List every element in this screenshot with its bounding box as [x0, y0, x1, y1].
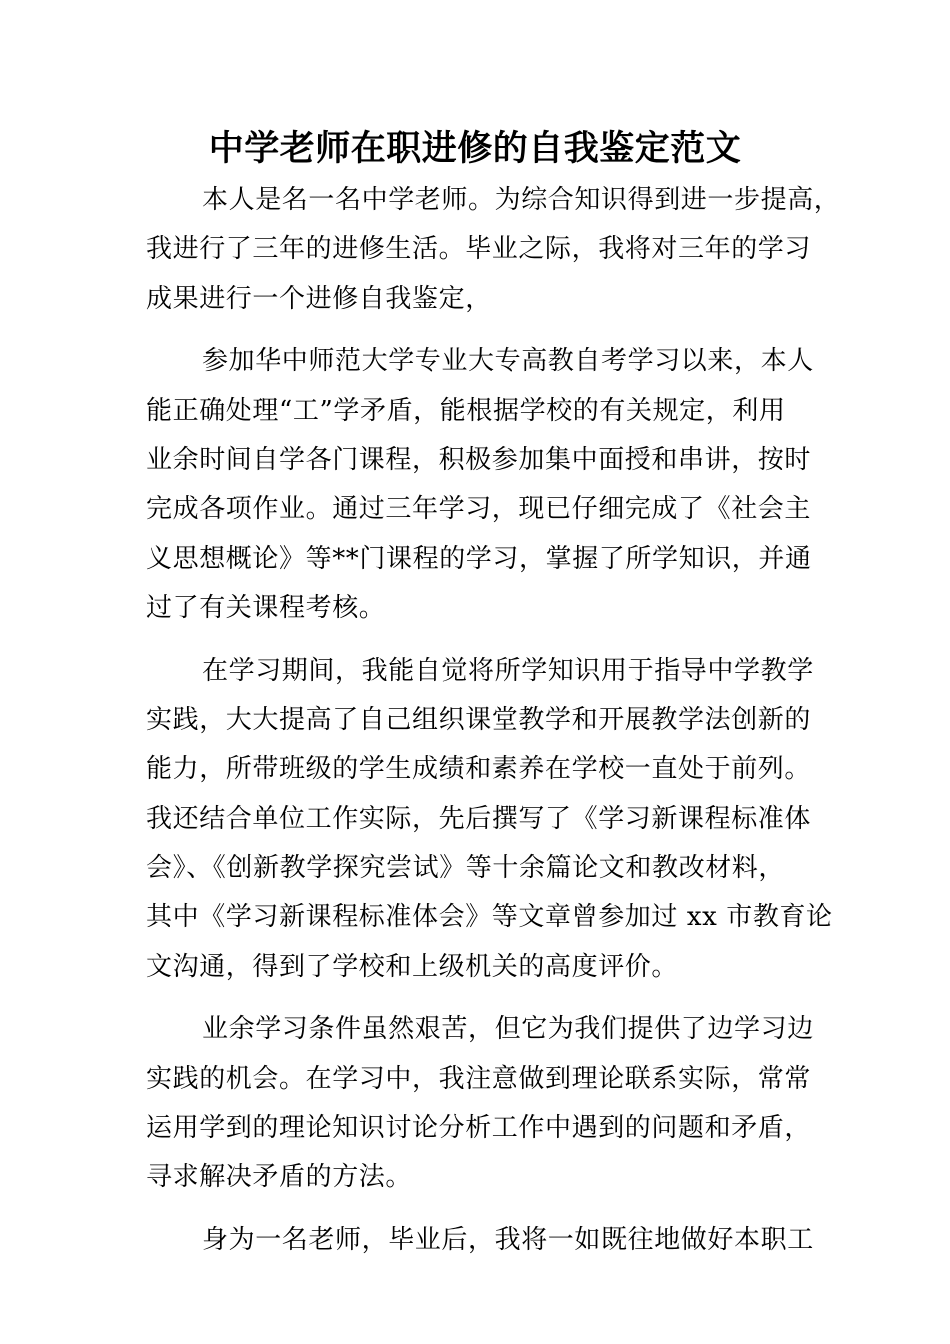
paragraph	[146, 1005, 826, 1203]
paragraph-line: 会》、《创新教学探究尝试》等十余篇论文和教改材料，	[146, 853, 786, 884]
paragraph	[146, 1216, 826, 1265]
paragraph-line: 身为一名老师，毕业后，我将一如既往地做好本职工	[202, 1224, 814, 1255]
paragraph	[146, 337, 826, 633]
paragraph-line: 义思想概论》等**门课程的学习，掌握了所学知识，并通	[146, 543, 812, 574]
paragraph-line: 实践，大大提高了自己组织课堂教学和开展教学法创新的	[146, 704, 812, 735]
paragraph-line: 其中《学习新课程标准体会》等文章曾参加过 xx 市教育论	[146, 902, 833, 933]
paragraph-line: 业余时间自学各门课程，积极参加集中面授和串讲，按时	[146, 444, 812, 475]
paragraph-line: 本人是名一名中学老师。为综合知识得到进一步提高，	[202, 185, 841, 215]
paragraph-line: 我还结合单位工作实际，先后撰写了《学习新课程标准体	[146, 803, 812, 834]
document-body	[146, 176, 841, 1278]
paragraph-line: 在学习期间，我能自觉将所学知识用于指导中学教学	[202, 655, 814, 686]
paragraph-line: 成果进行一个进修自我鉴定，	[146, 283, 492, 314]
paragraph	[146, 176, 841, 324]
paragraph-line: 参加华中师范大学专业大专高教自考学习以来，本人	[202, 346, 814, 377]
paragraph-line: 文沟通，得到了学校和上级机关的高度评价。	[146, 951, 679, 982]
paragraph	[146, 647, 833, 993]
paragraph-line: 完成各项作业。通过三年学习，现已仔细完成了《社会主	[146, 494, 812, 525]
paragraph-line: 能力，所带班级的学生成绩和素养在学校一直处于前列。	[146, 754, 812, 785]
paragraph-line: 过了有关课程考核。	[146, 593, 386, 624]
paragraph-line: 寻求解决矛盾的方法。	[146, 1162, 413, 1193]
paragraph-line: 实践的机会。在学习中，我注意做到理论联系实际，常常	[146, 1063, 812, 1094]
paragraph-line: 运用学到的理论知识讨论分析工作中遇到的问题和矛盾，	[146, 1113, 812, 1144]
document-title: 中学老师在职进修的自我鉴定范文	[208, 128, 742, 169]
paragraph-line: 我进行了三年的进修生活。毕业之际，我将对三年的学习	[146, 234, 812, 265]
paragraph-line: 能正确处理“工”学矛盾，能根据学校的有关规定，利用	[146, 395, 786, 426]
paragraph-line: 业余学习条件虽然艰苦，但它为我们提供了边学习边	[202, 1014, 814, 1045]
